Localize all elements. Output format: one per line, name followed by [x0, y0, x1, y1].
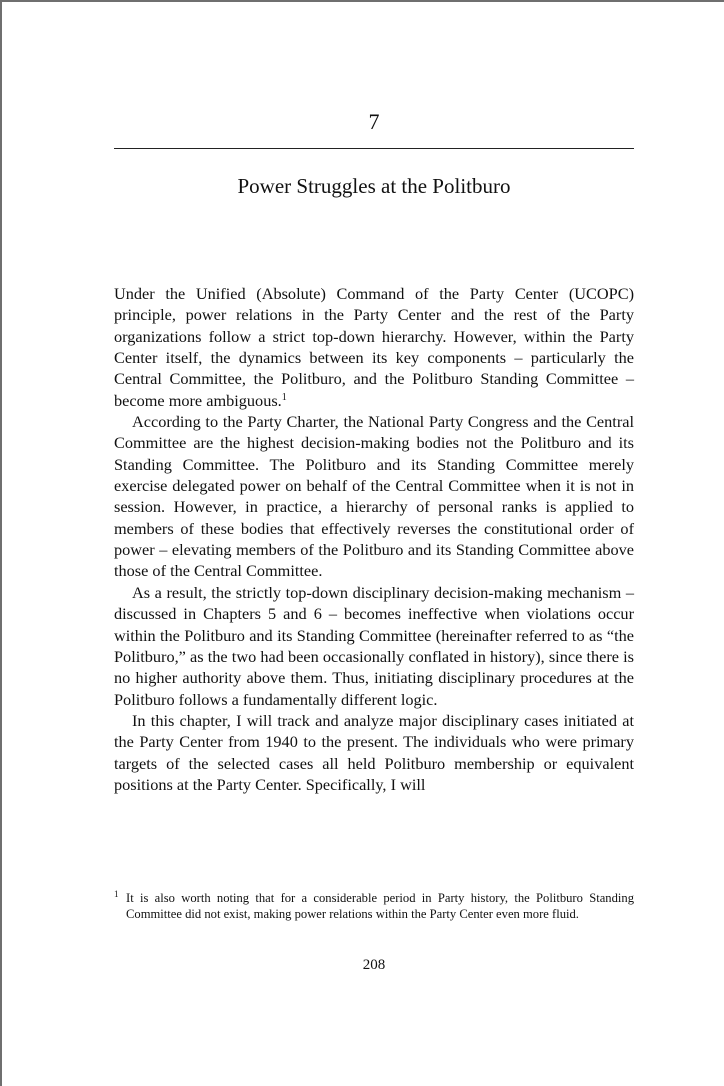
page-number: 208	[362, 957, 386, 973]
footnote-mark: 1	[114, 889, 119, 899]
paragraph-text: Under the Unified (Absolute) Command of the Party Center (UCOPC) principle, power relations in the Party Center and the rest of the Party organizations follow a strict top-down hierarchy. However, within the Party Center itself, the dynamics between its key components – particularly the Central Committee, the Politburo, and the Politburo Standing Committee – become more ambiguous.	[114, 284, 634, 410]
footnote-reference[interactable]: 1	[281, 391, 287, 403]
chapter-title: Power Struggles at the Politburo	[237, 174, 511, 198]
footnote-text: It is also worth noting that for a considerable period in Party history, the Politburo Standing Committee did not exist, making power relations within the Party Center even more fluid.	[126, 891, 634, 921]
chapter-number: 7	[368, 109, 380, 134]
body-text	[114, 283, 634, 795]
paragraph-1	[114, 283, 634, 411]
paragraph-4: In this chapter, I will track and analyze major disciplinary cases initiated at the Party Center from 1940 to the present. The individuals who were primary targets of the selected cases all held Politburo membership or equivalent positions at the Party Center. Specifically, I will	[114, 710, 634, 794]
paragraph-3: As a result, the strictly top-down disciplinary decision-making mechanism – discussed in Chapters 5 and 6 – becomes ineffective when violations occur within the Politburo and its Standing Committee (hereinafter referred to as “the Politburo,” as the two had been occasionally conflated in history), since there is no higher authority above them. Thus, initiating disciplinary procedures at the Politburo follows a fundamentally different logic.	[114, 582, 634, 709]
chapter-rule	[114, 148, 634, 149]
footnote	[114, 891, 634, 922]
paragraph-2: According to the Party Charter, the National Party Congress and the Central Committee are the highest decision-making bodies not the Politburo and its Standing Committee. The Politburo and its Standing Committee merely exercise delegated power on behalf of the Central Committee when it is not in session. However, in practice, a hierarchy of personal ranks is applied to members of these bodies that effectively reverses the constitutional order of power – elevating members of the Politburo and its Standing Committee above those of the Central Committee.	[114, 412, 634, 581]
